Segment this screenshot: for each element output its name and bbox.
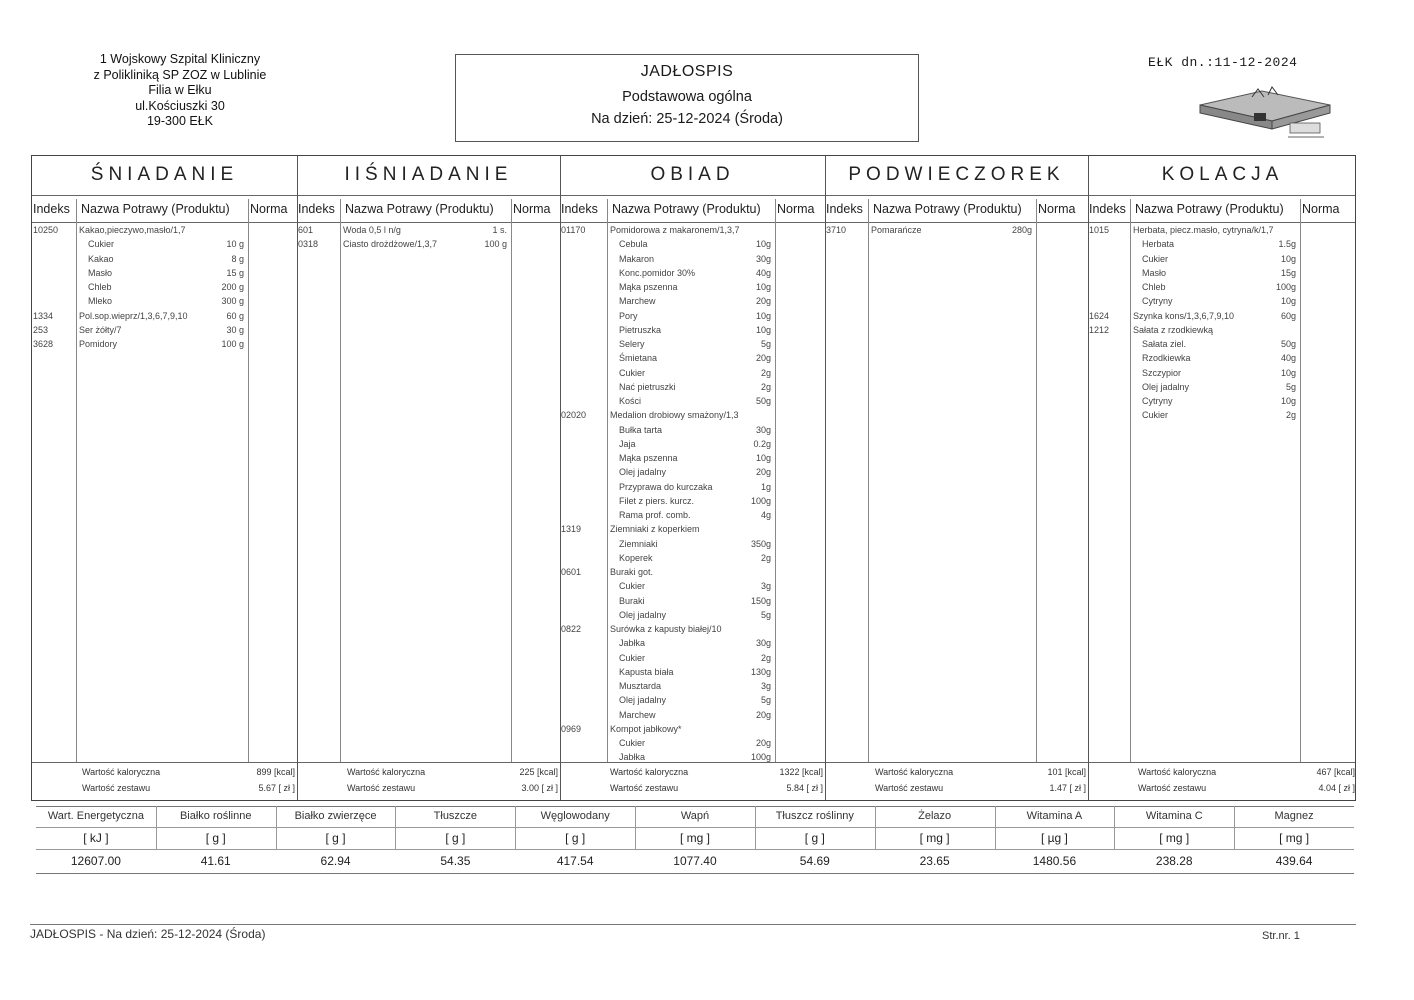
sniadanie-col-norma: Norma [250, 202, 288, 216]
kolacja-row-index: 1015 [1089, 225, 1110, 235]
obiad-row-name: Makaron [619, 253, 655, 264]
obiad-row-norma: 10g [755, 453, 771, 463]
podwieczorek-col-index: Indeks [826, 202, 863, 216]
podwieczorek-norma-divider [1036, 199, 1037, 762]
obiad-row-name: Jaja [619, 438, 636, 449]
kolacja-col-norma: Norma [1302, 202, 1340, 216]
sniadanie-row-name: Ser żółty/7 [79, 324, 122, 335]
obiad-row-name: Cebula [619, 239, 648, 250]
nutrition-wart-energetyczna-unit: [ kJ ] [83, 831, 109, 845]
obiad-row-norma: 5g [760, 695, 771, 706]
kolacja-row-index: 1624 [1089, 310, 1110, 321]
kolacja-row-name: Herbata, piecz.masło, cytryna/k/1,7 [1133, 225, 1274, 235]
nutrition-w-glowodany-value: 417.54 [556, 854, 594, 868]
sniadanie-col-index: Indeks [33, 202, 70, 216]
ii-sniadanie-col-name: Nazwa Potrawy (Produktu) [345, 202, 494, 216]
kolacja-row-name: Cytryny [1142, 296, 1173, 307]
obiad-row-name: Cukier [619, 367, 646, 378]
obiad-col-name: Nazwa Potrawy (Produktu) [612, 202, 761, 216]
ii-sniadanie-row-index: 601 [298, 225, 314, 235]
nutrition-t-uszcze-label: Tłuszcze [433, 810, 478, 822]
kolacja-cost-label: Wartość zestawu [1138, 783, 1207, 793]
obiad-col-norma: Norma [777, 202, 815, 216]
footer-text: JADŁOSPIS - Na dzień: 25-12-2024 (Środa) [30, 927, 266, 941]
sniadanie-kcal-label: Wartość kaloryczna [82, 767, 161, 777]
ii-sniadanie-col-index: Indeks [298, 202, 335, 216]
obiad-row-index: 0601 [561, 567, 582, 577]
kolacja-title: KOLACJA [1161, 164, 1284, 185]
kolacja-row-name: Chleb [1142, 282, 1166, 292]
kolacja-row-name: Cukier [1142, 410, 1169, 421]
ii-sniadanie-col-norma: Norma [513, 202, 551, 216]
obiad-row-index: 1319 [561, 524, 582, 535]
obiad-row-norma: 350g [750, 538, 771, 549]
nutrition-witamina-c-unit: [ mg ] [1159, 831, 1190, 845]
obiad-row-index: 0969 [561, 723, 582, 734]
nutrition-w-glowodany-label: Węglowodany [540, 810, 610, 822]
sniadanie-col-name: Nazwa Potrawy (Produktu) [81, 202, 230, 216]
obiad-row-norma: 2g [760, 367, 771, 378]
obiad-row-name: Marchew [619, 709, 656, 720]
nutrition-wart-energetyczna-value: 12607.00 [70, 854, 121, 868]
hospital-city: 19-300 EŁK [146, 114, 214, 128]
sniadanie-row-norma: 15 g [226, 267, 244, 278]
sniadanie-row-name: Mleko [88, 296, 113, 307]
print-date: EŁK dn.:11-12-2024 [1148, 55, 1298, 70]
obiad-row-norma: 1g [760, 481, 771, 492]
podwieczorek-row-norma: 280g [1011, 225, 1032, 235]
podwieczorek-title: PODWIECZOREK [848, 164, 1065, 185]
obiad-row-norma: 3g [760, 681, 771, 691]
ii-sniadanie-cost-label: Wartość zestawu [347, 783, 416, 793]
obiad-row-norma: 20g [755, 296, 771, 307]
kolacja-kcal-label: Wartość kaloryczna [1138, 767, 1217, 777]
ii-sniadanie-section-divider [297, 156, 298, 800]
kolacja-row-norma: 15g [1280, 267, 1296, 278]
ii-sniadanie-index-divider [340, 199, 341, 762]
kolacja-row-name: Rzodkiewka [1142, 353, 1191, 364]
ii-sniadanie-kcal-value: 225 [kcal] [519, 767, 558, 777]
nutrition-witamina-c-label: Witamina C [1145, 810, 1203, 822]
obiad-row-name: Filet z piers. kurcz. [619, 495, 695, 506]
kolacja-row-norma: 40g [1280, 353, 1296, 364]
podwieczorek-col-norma: Norma [1038, 202, 1076, 216]
obiad-cost-label: Wartość zestawu [610, 783, 679, 793]
obiad-row-norma: 10g [755, 282, 771, 292]
obiad-kcal-label: Wartość kaloryczna [610, 767, 689, 777]
podwieczorek-section-divider [825, 156, 826, 800]
obiad-row-name: Pietruszka [619, 324, 662, 335]
obiad-row-norma: 30g [755, 253, 771, 264]
kolacja-col-index: Indeks [1089, 202, 1126, 216]
obiad-row-name: Selery [619, 339, 645, 349]
nutrition-wap--unit: [ mg ] [679, 831, 710, 845]
sniadanie-row-name: Pomidory [79, 339, 118, 349]
obiad-row-name: Ziemniaki z koperkiem [610, 524, 700, 535]
sniadanie-index-divider [76, 199, 77, 762]
nutrition-t-uszcze-value: 54.35 [440, 854, 471, 868]
obiad-row-name: Konc.pomidor 30% [619, 267, 696, 278]
hospital-building-logo-icon [1192, 83, 1332, 145]
nutrition-bia-ko-zwierz-ce-unit: [ g ] [325, 831, 346, 845]
obiad-row-name: Rama prof. comb. [619, 510, 691, 520]
ii-sniadanie-title: IIŚNIADANIE [344, 164, 513, 185]
kolacja-row-norma: 2g [1285, 410, 1296, 421]
sniadanie-cost-label: Wartość zestawu [82, 783, 151, 793]
nutrition-wap--label: Wapń [680, 810, 710, 822]
obiad-row-name: Marchew [619, 296, 656, 307]
kolacja-row-name: Cytryny [1142, 396, 1173, 406]
obiad-row-name: Cukier [619, 581, 646, 592]
obiad-row-name: Nać pietruszki [619, 381, 676, 392]
nutrition--elazo-value: 23.65 [919, 854, 950, 868]
obiad-row-norma: 4g [760, 510, 771, 520]
kolacja-row-name: Sałata ziel. [1142, 339, 1187, 349]
obiad-row-name: Pory [619, 310, 638, 321]
sniadanie-row-norma: 8 g [231, 253, 244, 264]
sniadanie-row-name: Chleb [88, 282, 112, 292]
meal-table [31, 155, 1356, 801]
obiad-row-name: Medalion drobiowy smażony/1,3 [610, 410, 739, 421]
obiad-row-norma: 150g [750, 595, 771, 606]
hospital-street: ul.Kościuszki 30 [135, 98, 225, 113]
title-box [455, 54, 919, 142]
nutrition-witamina-a-value: 1480.56 [1032, 854, 1077, 868]
obiad-row-norma: 20g [755, 353, 771, 364]
nutrition--elazo-unit: [ mg ] [919, 831, 950, 845]
ii-sniadanie-kcal-label: Wartość kaloryczna [347, 767, 426, 777]
kolacja-row-norma: 10g [1280, 367, 1296, 378]
obiad-row-name: Buraki [619, 595, 645, 606]
obiad-row-name: Jabłka [619, 638, 646, 649]
diet-name: Podstawowa ogólna [622, 89, 752, 105]
obiad-row-norma: 2g [760, 552, 771, 563]
obiad-row-index: 0822 [561, 624, 582, 634]
podwieczorek-col-name: Nazwa Potrawy (Produktu) [873, 202, 1022, 216]
kolacja-norma-divider [1300, 199, 1301, 762]
hospital-affiliation: z Polikliniką SP ZOZ w Lublinie [93, 67, 267, 82]
obiad-row-norma: 10g [755, 324, 771, 335]
obiad-row-norma: 0.2g [753, 438, 771, 449]
obiad-row-norma: 3g [760, 581, 771, 592]
nutrition-unit-divider [36, 849, 1354, 850]
obiad-row-index: 01170 [561, 225, 586, 235]
obiad-row-norma: 20g [755, 709, 771, 720]
nutrition-magnez-unit: [ mg ] [1279, 831, 1310, 845]
kolacja-row-name: Herbata [1142, 239, 1175, 250]
kolacja-cost-value: 4.04 [ zł ] [1318, 783, 1355, 793]
obiad-row-norma: 30g [755, 424, 771, 435]
ii-sniadanie-row-name: Ciasto drożdżowe/1,3,7 [343, 239, 438, 250]
sniadanie-row-norma: 30 g [226, 324, 244, 335]
obiad-row-norma: 2g [760, 381, 771, 392]
obiad-row-norma: 100g [750, 752, 771, 763]
podwieczorek-cost-label: Wartość zestawu [875, 783, 944, 793]
kolacja-row-name: Masło [1142, 267, 1167, 278]
sniadanie-row-name: Kakao [88, 253, 114, 264]
kolacja-col-name: Nazwa Potrawy (Produktu) [1135, 202, 1284, 216]
sniadanie-kcal-value: 899 [kcal] [256, 767, 295, 777]
hospital-address [60, 52, 300, 130]
nutrition-t-uszcze-unit: [ g ] [445, 831, 466, 845]
kolacja-row-name: Sałata z rzodkiewką [1133, 324, 1214, 335]
obiad-row-name: Kapusta biała [619, 666, 674, 677]
nutrition-t-uszcz-ro-linny-value: 54.69 [799, 854, 830, 868]
kolacja-row-name: Szczypior [1142, 367, 1182, 378]
sniadanie-row-norma: 300 g [221, 296, 244, 307]
nutrition-witamina-c-value: 238.28 [1155, 854, 1193, 868]
nutrition-wap--value: 1077.40 [673, 854, 717, 868]
obiad-row-name: Mąka pszenna [619, 453, 678, 463]
kolacja-row-norma: 100g [1275, 282, 1296, 292]
obiad-title: OBIAD [650, 164, 735, 185]
kolacja-row-norma: 10g [1280, 253, 1296, 264]
nutrition-witamina-a-unit: [ µg ] [1040, 831, 1068, 845]
meal-header-divider [32, 195, 1355, 196]
obiad-kcal-value: 1322 [kcal] [779, 767, 823, 777]
obiad-row-name: Bułka tarta [619, 424, 663, 435]
column-header-divider [32, 222, 1355, 223]
podwieczorek-index-divider [868, 199, 869, 762]
obiad-row-norma: 20g [755, 467, 771, 478]
obiad-row-name: Mąka pszenna [619, 282, 678, 292]
obiad-row-norma: 20g [755, 738, 771, 748]
obiad-row-name: Śmietana [619, 353, 658, 364]
ii-sniadanie-row-index: 0318 [298, 239, 319, 250]
kolacja-row-name: Olej jadalny [1142, 381, 1190, 392]
obiad-row-norma: 50g [755, 396, 771, 406]
obiad-row-name: Cukier [619, 652, 646, 663]
obiad-row-name: Ziemniaki [619, 538, 658, 549]
hospital-branch: Filia w Ełku [148, 83, 212, 97]
nutrition-magnez-label: Magnez [1274, 810, 1314, 822]
obiad-row-name: Cukier [619, 738, 646, 748]
ii-sniadanie-row-norma: 100 g [484, 239, 507, 250]
obiad-row-norma: 100g [750, 495, 771, 506]
nutrition-t-uszcz-ro-linny-label: Tłuszcz roślinny [775, 810, 854, 822]
kolacja-row-name: Cukier [1142, 253, 1169, 264]
footer-divider [30, 924, 1356, 925]
obiad-section-divider [560, 156, 561, 800]
hospital-name: 1 Wojskowy Szpital Kliniczny [99, 52, 261, 66]
obiad-row-norma: 30g [755, 638, 771, 649]
nutrition-bia-ko-ro-linne-label: Białko roślinne [179, 810, 252, 822]
obiad-index-divider [607, 199, 608, 762]
nutrition-magnez-value: 439.64 [1275, 854, 1313, 868]
sniadanie-row-name: Pol.sop.wieprz/1,3,6,7,9,10 [79, 310, 188, 321]
obiad-row-name: Koperek [619, 552, 653, 563]
kolacja-section-divider [1088, 156, 1089, 800]
nutrition-w-glowodany-unit: [ g ] [565, 831, 586, 845]
obiad-row-name: Kompot jabłkowy* [610, 723, 682, 734]
kolacja-row-name: Szynka kons/1,3,6,7,9,10 [1133, 310, 1235, 321]
obiad-row-name: Olej jadalny [619, 609, 667, 620]
sniadanie-row-index: 3628 [33, 339, 54, 349]
sniadanie-row-norma: 10 g [226, 239, 244, 250]
podwieczorek-cost-value: 1.47 [ zł ] [1049, 783, 1086, 793]
obiad-row-name: Buraki got. [610, 567, 654, 577]
obiad-row-norma: 40g [755, 267, 771, 278]
sniadanie-row-norma: 100 g [221, 339, 244, 349]
nutrition-t-uszcz-ro-linny-unit: [ g ] [804, 831, 825, 845]
document-title: JADŁOSPIS [640, 63, 734, 80]
sniadanie-title: ŚNIADANIE [90, 164, 239, 185]
obiad-row-name: Pomidorowa z makaronem/1,3,7 [610, 225, 740, 235]
kolacja-row-index: 1212 [1089, 324, 1110, 335]
ii-sniadanie-row-name: Woda 0,5 l n/g [343, 225, 401, 235]
sniadanie-row-index: 1334 [33, 310, 54, 321]
sniadanie-cost-value: 5.67 [ zł ] [258, 783, 295, 793]
kolacja-row-norma: 50g [1280, 339, 1296, 349]
kolacja-row-norma: 10g [1280, 296, 1296, 307]
podwieczorek-kcal-value: 101 [kcal] [1047, 767, 1086, 777]
obiad-row-name: Olej jadalny [619, 695, 667, 706]
obiad-row-name: Surówka z kapusty białej/10 [610, 624, 722, 634]
obiad-row-name: Przyprawa do kurczaka [619, 481, 713, 492]
kolacja-kcal-value: 467 [kcal] [1316, 767, 1355, 777]
ii-sniadanie-norma-divider [511, 199, 512, 762]
sniadanie-row-index: 253 [33, 324, 49, 335]
obiad-row-norma: 2g [760, 652, 771, 663]
sniadanie-row-norma: 200 g [221, 282, 244, 292]
sniadanie-row-name: Kakao,pieczywo,masło/1,7 [79, 225, 186, 235]
ii-sniadanie-cost-value: 3.00 [ zł ] [521, 783, 558, 793]
kolacja-row-norma: 60g [1280, 310, 1296, 321]
podwieczorek-row-index: 3710 [826, 225, 847, 235]
obiad-col-index: Indeks [561, 202, 598, 216]
nutrition-bia-ko-zwierz-ce-value: 62.94 [320, 854, 351, 868]
kolacja-index-divider [1130, 199, 1131, 762]
nutrition-wart-energetyczna-label: Wart. Energetyczna [47, 810, 144, 822]
obiad-row-name: Kości [619, 396, 642, 406]
podwieczorek-kcal-label: Wartość kaloryczna [875, 767, 954, 777]
obiad-row-norma: 130g [750, 666, 771, 677]
nutrition--elazo-label: Żelazo [918, 810, 952, 822]
podwieczorek-row-name: Pomarańcze [871, 225, 922, 235]
obiad-row-norma: 10g [755, 239, 771, 250]
obiad-row-name: Olej jadalny [619, 467, 667, 478]
obiad-row-norma: 5g [760, 339, 771, 349]
obiad-cost-value: 5.84 [ zł ] [786, 783, 823, 793]
kolacja-row-norma: 10g [1280, 396, 1296, 406]
nutrition-bia-ko-zwierz-ce-label: Białko zwierzęce [294, 810, 377, 822]
obiad-norma-divider [775, 199, 776, 762]
kolacja-row-norma: 5g [1285, 381, 1296, 392]
nutrition-bia-ko-ro-linne-value: 41.61 [200, 854, 231, 868]
obiad-row-norma: 5g [760, 609, 771, 620]
sniadanie-row-norma: 60 g [226, 310, 244, 321]
nutrition-table [36, 806, 1354, 874]
obiad-row-name: Jabłka [619, 752, 646, 763]
sniadanie-row-name: Masło [88, 267, 113, 278]
sniadanie-row-name: Cukier [88, 239, 115, 250]
obiad-row-name: Musztarda [619, 681, 662, 691]
kolacja-row-norma: 1.5g [1278, 239, 1296, 250]
sniadanie-norma-divider [248, 199, 249, 762]
ii-sniadanie-row-norma: 1 s. [492, 225, 507, 235]
sniadanie-row-index: 10250 [33, 225, 59, 235]
menu-date: Na dzień: 25-12-2024 (Środa) [591, 111, 783, 127]
nutrition-bia-ko-ro-linne-unit: [ g ] [205, 831, 226, 845]
footer-divider [32, 762, 1355, 763]
obiad-row-index: 02020 [561, 410, 587, 421]
nutrition-header-divider [36, 827, 1354, 828]
obiad-row-norma: 10g [755, 310, 771, 321]
nutrition-witamina-a-label: Witamina A [1026, 810, 1083, 822]
page-number: Str.nr. 1 [1262, 930, 1300, 942]
